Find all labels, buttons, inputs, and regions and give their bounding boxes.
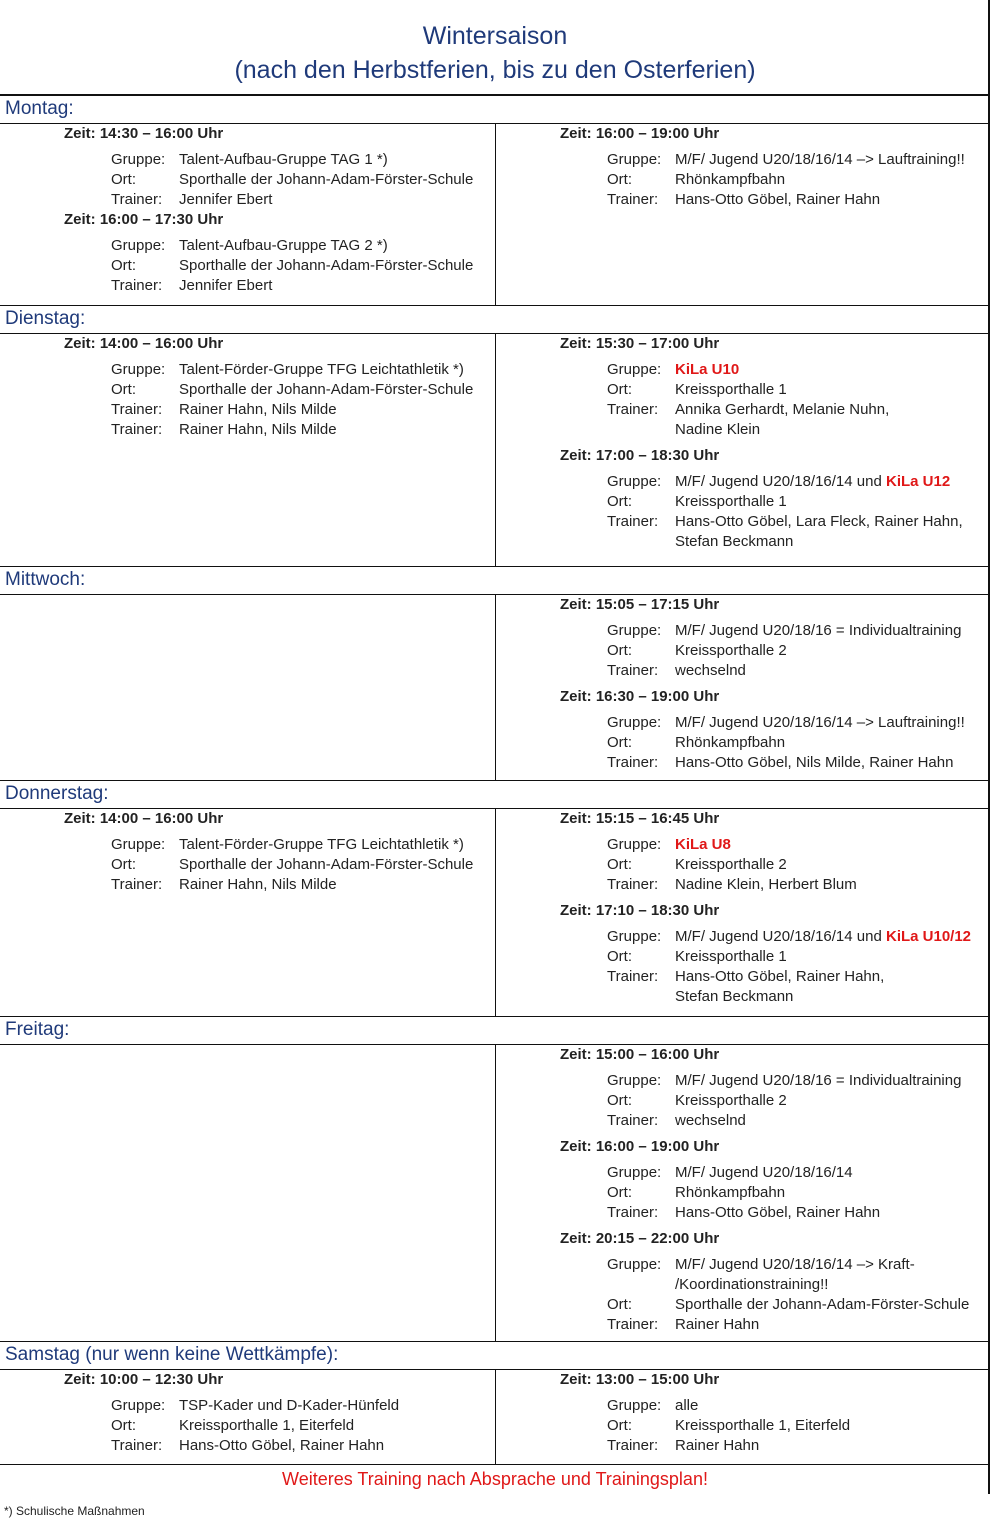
trainer-label: Trainer: xyxy=(607,754,659,771)
trainer-value: Hans-Otto Göbel, Lara Fleck, Rainer Hahn, xyxy=(675,513,963,530)
training-entry xyxy=(0,334,495,440)
trainer-value: Hans-Otto Göbel, Nils Milde, Rainer Hahn xyxy=(675,754,954,771)
group-text: M/F/ Jugend U20/18/16/14 und xyxy=(675,473,886,490)
group-value: M/F/ Jugend U20/18/16 = Individualtraining xyxy=(675,622,962,639)
group-value: TSP-Kader und D-Kader-Hünfeld xyxy=(179,1397,400,1414)
training-entry xyxy=(496,1229,990,1335)
time-slot: Zeit: 14:00 – 16:00 Uhr xyxy=(64,810,224,827)
location-value: Kreissporthalle 1 xyxy=(675,493,787,510)
training-entry xyxy=(496,124,990,210)
time-slot: Zeit: 13:00 – 15:00 Uhr xyxy=(560,1371,720,1388)
location-label: Ort: xyxy=(111,1417,136,1434)
group-label: Gruppe: xyxy=(111,151,166,168)
kila-highlight: KiLa U12 xyxy=(885,473,951,490)
time-slot: Zeit: 16:00 – 19:00 Uhr xyxy=(560,125,720,142)
time-slot: Zeit: 15:15 – 16:45 Uhr xyxy=(560,810,720,827)
group-label: Gruppe: xyxy=(607,622,662,639)
location-label: Ort: xyxy=(607,642,632,659)
trainer-value-continued: Stefan Beckmann xyxy=(675,988,794,1005)
training-entry xyxy=(496,446,990,552)
trainer-value-continued: Stefan Beckmann xyxy=(675,533,794,550)
training-entry xyxy=(496,809,990,895)
trainer-label: Trainer: xyxy=(111,1437,163,1454)
trainer-value: Jennifer Ebert xyxy=(179,277,273,294)
trainer-label: Trainer: xyxy=(607,876,659,893)
group-value xyxy=(675,360,990,380)
trainer-value: Rainer Hahn xyxy=(675,1316,760,1333)
trainer-label: Trainer: xyxy=(607,1204,659,1221)
trainer-label: Trainer: xyxy=(111,277,163,294)
time-slot: Zeit: 14:00 – 16:00 Uhr xyxy=(64,335,224,352)
right-column xyxy=(496,809,990,1016)
trainer-label: Trainer: xyxy=(607,1316,659,1333)
group-label: Gruppe: xyxy=(607,1164,662,1181)
group-value: M/F/ Jugend U20/18/16/14 –> Lauftraining!! xyxy=(675,151,965,168)
trainer-label: Trainer: xyxy=(607,191,659,208)
location-label: Ort: xyxy=(607,493,632,510)
group-label: Gruppe: xyxy=(111,237,166,254)
group-value: M/F/ Jugend U20/18/16/14 –> Lauftraining!! xyxy=(675,714,965,731)
trainer-value: Rainer Hahn, Nils Milde xyxy=(179,421,337,438)
day-body-dienstag xyxy=(0,334,990,567)
group-value: M/F/ Jugend U20/18/16/14 –> Kraft- xyxy=(675,1256,915,1273)
group-value xyxy=(675,835,990,855)
trainer-label: Trainer: xyxy=(111,876,163,893)
training-entry xyxy=(496,1370,990,1456)
location-label: Ort: xyxy=(607,1296,632,1313)
location-label: Ort: xyxy=(607,381,632,398)
kila-highlight: KiLa U10/12 xyxy=(885,928,972,945)
day-header-samstag: Samstag (nur wenn keine Wettkämpfe): xyxy=(0,1342,990,1370)
location-value: Sporthalle der Johann-Adam-Förster-Schule xyxy=(179,257,474,274)
trainer-value: Rainer Hahn, Nils Milde xyxy=(179,401,337,418)
location-value: Kreissporthalle 1 xyxy=(675,381,787,398)
trainer-label: Trainer: xyxy=(111,401,163,418)
time-slot: Zeit: 15:30 – 17:00 Uhr xyxy=(560,335,720,352)
location-value: Kreissporthalle 1 xyxy=(675,948,787,965)
group-label: Gruppe: xyxy=(607,1256,662,1273)
kila-highlight: KiLa U8 xyxy=(675,836,731,853)
trainer-value: Hans-Otto Göbel, Rainer Hahn, xyxy=(675,968,885,985)
trainer-label: Trainer: xyxy=(607,968,659,985)
location-label: Ort: xyxy=(111,856,136,873)
left-column xyxy=(0,809,496,1016)
training-entry xyxy=(0,1370,495,1456)
trainer-value: Rainer Hahn, Nils Milde xyxy=(179,876,337,893)
location-label: Ort: xyxy=(607,1417,632,1434)
right-column xyxy=(496,124,990,305)
location-label: Ort: xyxy=(607,171,632,188)
time-slot: Zeit: 16:00 – 17:30 Uhr xyxy=(64,211,224,228)
trainer-value: Nadine Klein, Herbert Blum xyxy=(675,876,857,893)
group-label: Gruppe: xyxy=(111,361,166,378)
location-value: Sporthalle der Johann-Adam-Förster-Schule xyxy=(179,171,474,188)
group-label: Gruppe: xyxy=(111,1397,166,1414)
trainer-label: Trainer: xyxy=(607,513,659,530)
right-column xyxy=(496,1370,990,1464)
trainer-value: Hans-Otto Göbel, Rainer Hahn xyxy=(675,1204,881,1221)
training-entry xyxy=(496,687,990,773)
location-label: Ort: xyxy=(111,381,136,398)
left-column xyxy=(0,334,496,566)
location-value: Kreissporthalle 2 xyxy=(675,642,787,659)
right-column xyxy=(496,334,990,566)
training-entry xyxy=(496,901,990,1007)
location-label: Ort: xyxy=(111,171,136,188)
group-value: M/F/ Jugend U20/18/16/14 xyxy=(675,1164,853,1181)
training-entry xyxy=(496,1045,990,1131)
group-value: Talent-Förder-Gruppe TFG Leichtathletik *) xyxy=(179,836,464,853)
location-value: Rhönkampfbahn xyxy=(675,734,786,751)
day-body-montag xyxy=(0,124,990,306)
time-slot: Zeit: 14:30 – 16:00 Uhr xyxy=(64,125,224,142)
group-value: M/F/ Jugend U20/18/16 = Individualtraining xyxy=(675,1072,962,1089)
group-label: Gruppe: xyxy=(607,361,662,378)
left-column xyxy=(0,595,496,780)
title-box xyxy=(0,0,990,96)
training-entry xyxy=(496,595,990,681)
location-value: Rhönkampfbahn xyxy=(675,1184,786,1201)
trainer-value: wechselnd xyxy=(675,662,746,679)
location-label: Ort: xyxy=(607,734,632,751)
location-value: Kreissporthalle 1, Eiterfeld xyxy=(179,1417,355,1434)
page-subtitle: (nach den Herbstferien, bis zu den Osterferien) xyxy=(234,56,756,84)
group-value: Talent-Aufbau-Gruppe TAG 2 *) xyxy=(179,237,388,254)
location-value: Kreissporthalle 2 xyxy=(675,856,787,873)
trainer-label: Trainer: xyxy=(111,191,163,208)
left-column xyxy=(0,1370,496,1464)
location-value: Kreissporthalle 1, Eiterfeld xyxy=(675,1417,851,1434)
day-body-samstag xyxy=(0,1370,990,1464)
group-label: Gruppe: xyxy=(607,473,662,490)
trainer-value: Hans-Otto Göbel, Rainer Hahn xyxy=(675,191,881,208)
trainer-value: Jennifer Ebert xyxy=(179,191,273,208)
group-label: Gruppe: xyxy=(607,1072,662,1089)
time-slot: Zeit: 10:00 – 12:30 Uhr xyxy=(64,1371,224,1388)
location-value: Sporthalle der Johann-Adam-Förster-Schule xyxy=(675,1296,970,1313)
footer-note: Weiteres Training nach Absprache und Trainingsplan! xyxy=(0,1464,990,1494)
day-body-donnerstag xyxy=(0,809,990,1017)
group-value xyxy=(675,472,990,492)
day-body-mittwoch xyxy=(0,595,990,781)
time-slot: Zeit: 17:10 – 18:30 Uhr xyxy=(560,902,720,919)
trainer-value-continued: Nadine Klein xyxy=(675,421,761,438)
day-header-freitag: Freitag: xyxy=(0,1017,990,1045)
group-label: Gruppe: xyxy=(607,151,662,168)
time-slot: Zeit: 16:00 – 19:00 Uhr xyxy=(560,1138,720,1155)
location-label: Ort: xyxy=(607,948,632,965)
training-entry xyxy=(496,334,990,440)
time-slot: Zeit: 17:00 – 18:30 Uhr xyxy=(560,447,720,464)
group-label: Gruppe: xyxy=(607,1397,662,1414)
right-column xyxy=(496,1045,990,1341)
group-text: M/F/ Jugend U20/18/16/14 und xyxy=(675,928,886,945)
trainer-value: Rainer Hahn xyxy=(675,1437,760,1454)
trainer-label: Trainer: xyxy=(111,421,163,438)
training-entry xyxy=(0,809,495,895)
location-label: Ort: xyxy=(111,257,136,274)
group-label: Gruppe: xyxy=(607,836,662,853)
trainer-label: Trainer: xyxy=(607,662,659,679)
day-header-donnerstag: Donnerstag: xyxy=(0,781,990,809)
location-value: Kreissporthalle 2 xyxy=(675,1092,787,1109)
kila-highlight: KiLa U10 xyxy=(675,361,740,378)
day-body-freitag xyxy=(0,1045,990,1342)
group-label: Gruppe: xyxy=(607,714,662,731)
trainer-value: wechselnd xyxy=(675,1112,746,1129)
page-title: Wintersaison xyxy=(422,22,568,50)
time-slot: Zeit: 15:00 – 16:00 Uhr xyxy=(560,1046,720,1063)
location-value: Sporthalle der Johann-Adam-Förster-Schule xyxy=(179,381,474,398)
trainer-label: Trainer: xyxy=(607,1437,659,1454)
trainer-value: Annika Gerhardt, Melanie Nuhn, xyxy=(675,401,890,418)
location-label: Ort: xyxy=(607,856,632,873)
location-label: Ort: xyxy=(607,1184,632,1201)
group-label: Gruppe: xyxy=(111,836,166,853)
time-slot: Zeit: 20:15 – 22:00 Uhr xyxy=(560,1230,720,1247)
location-value: Rhönkampfbahn xyxy=(675,171,786,188)
group-label: Gruppe: xyxy=(607,928,662,945)
group-value xyxy=(675,927,990,947)
training-entry xyxy=(0,210,495,296)
training-entry xyxy=(496,1137,990,1223)
trainer-label: Trainer: xyxy=(607,1112,659,1129)
training-entry xyxy=(0,124,495,210)
time-slot: Zeit: 16:30 – 19:00 Uhr xyxy=(560,688,720,705)
trainer-label: Trainer: xyxy=(607,401,659,418)
footnote: *) Schulische Maßnahmen xyxy=(4,1504,145,1518)
location-value: Sporthalle der Johann-Adam-Förster-Schule xyxy=(179,856,474,873)
group-value: Talent-Förder-Gruppe TFG Leichtathletik *) xyxy=(179,361,464,378)
left-column xyxy=(0,1045,496,1341)
day-header-dienstag: Dienstag: xyxy=(0,306,990,334)
left-column xyxy=(0,124,496,305)
day-header-mittwoch: Mittwoch: xyxy=(0,567,990,595)
trainer-value: Hans-Otto Göbel, Rainer Hahn xyxy=(179,1437,385,1454)
location-label: Ort: xyxy=(607,1092,632,1109)
group-value: Talent-Aufbau-Gruppe TAG 1 *) xyxy=(179,151,388,168)
group-value-continued: /Koordinationstraining!! xyxy=(675,1276,829,1293)
group-value: alle xyxy=(675,1397,699,1414)
right-column xyxy=(496,595,990,780)
time-slot: Zeit: 15:05 – 17:15 Uhr xyxy=(560,596,720,613)
day-header-montag: Montag: xyxy=(0,96,990,124)
